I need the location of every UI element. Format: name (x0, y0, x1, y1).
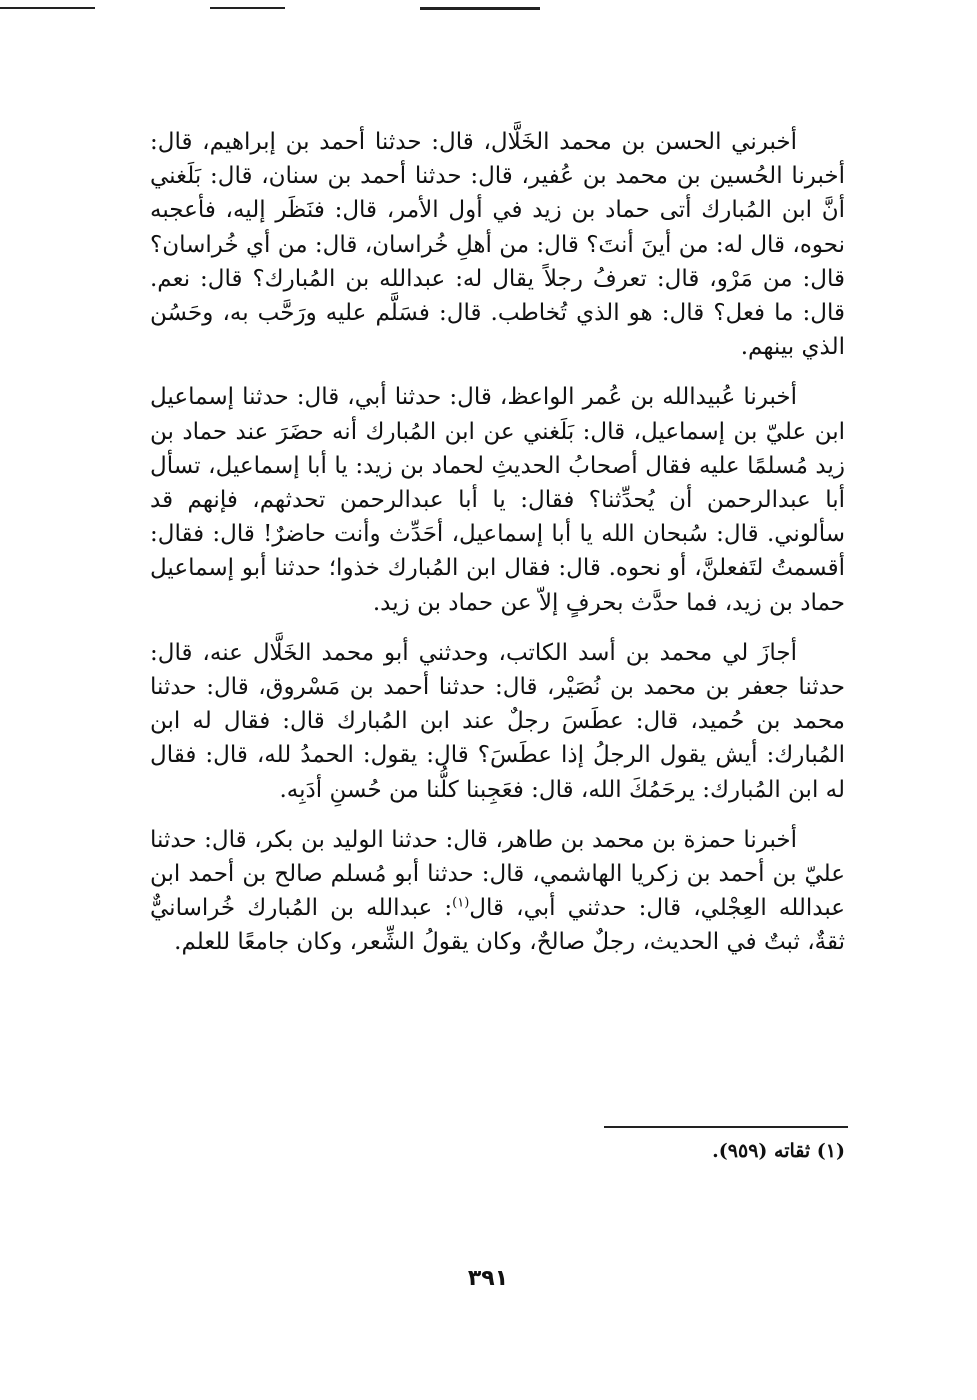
paragraph-4-text-continued: : عبدالله بن المُبارك خُراسانيٌّ ثقةٌ، ثبتٌ في الحديث، رجلٌ صالحٌ، وكان يقولُ الشِّعر، وكان جامعًا للعلم. (150, 895, 845, 956)
footnote: (١) ثقاته (٩٥٩). (712, 1140, 845, 1162)
scan-edge-rule (420, 7, 540, 10)
paragraph-2: أخبرنا عُبيدالله بن عُمر الواعظ، قال: حدثنا أبي، قال: حدثنا إسماعيل ابن عليّ بن إسماعيل، قال: بَلَغني عن ابن المُبارك أنه حضَرَ عند حماد بن زيد مُسلمًا عليه فقال أصحابُ الحديثِ لحماد بن زيد: يا أبا إسماعيل، تسأل أبا عبدالرحمن أن يُحدِّثنا؟ فقال: يا أبا عبدالرحمن تحدثهم، فإنهم قد سألوني. قال: سُبحان الله يا أبا إسماعيل، أحَدِّث وأنت حاضرٌ! قال: فقال: أقسمتُ لتَفعلنَّ، أو نحوه. قال: فقال ابن المُبارك خذوا؛ حدثنا أبو إسماعيل حماد بن زيد، فما حدَّث بحرفٍ إلاّ عن حماد بن زيد. (150, 384, 845, 616)
main-text (150, 125, 845, 976)
scan-edge-rule (0, 7, 95, 9)
scan-edge-rule (210, 7, 285, 9)
paragraph-4-text: أخبرنا حمزة بن محمد بن طاهر، قال: حدثنا الوليد بن بكر، قال: حدثنا عليّ بن أحمد بن زكريا الهاشمي، قال: حدثنا أبو مُسلم صالح بن أحمد ابن عبدالله العِجْلي، قال: حدثني أبي، قال (150, 826, 845, 922)
paragraph-1: أخبرني الحسن بن محمد الخَلَّال، قال: حدثنا أحمد بن إبراهيم، قال: أخبرنا الحُسين بن محمد بن عُفير، قال: حدثنا أحمد بن سنان، قال: بَلَغني أنَّ ابن المُبارك أتى حماد بن زيد في أول الأمر، قال: فنَظَر إليه، فأعجبه نحوه، قال له: من أينَ أنتَ؟ قال: من أهلِ خُراسان، قال: من أي خُراسان؟ قال: من مَرْو، قال: تعرفُ رجلاً يقال له: عبدالله بن المُبارك؟ قال: نعم. قال: ما فعل؟ قال: هو الذي تُخاطب. قال: فسَلَّم عليه ورَحَّب به، وحَسُن الذي بينهم. (150, 129, 845, 361)
page-number: ٣٩١ (467, 1266, 509, 1291)
paragraph-3: أجازَ لي محمد بن أسد الكاتب، وحدثني أبو محمد الخَلَّال عنه، قال: حدثنا جعفر بن محمد بن نُصَيْر، قال: حدثنا أحمد بن مَسْروق، قال: حدثنا محمد بن حُميد، قال: عطَسَ رجلٌ عند ابن المُبارك قال: فقال له ابن المُبارك: أيش يقول الرجلُ إذا عطَسَ؟ قال: يقول: الحمدُ لله، قال: فقال له ابن المُبارك: يرحَمُكَ الله، قال: فعَجِبنا كلُّنا من حُسنِ أدَبِه. (150, 639, 845, 803)
footnote-separator (604, 1126, 848, 1128)
footnote-reference: (١) (452, 895, 470, 911)
paragraph-4 (150, 823, 845, 960)
